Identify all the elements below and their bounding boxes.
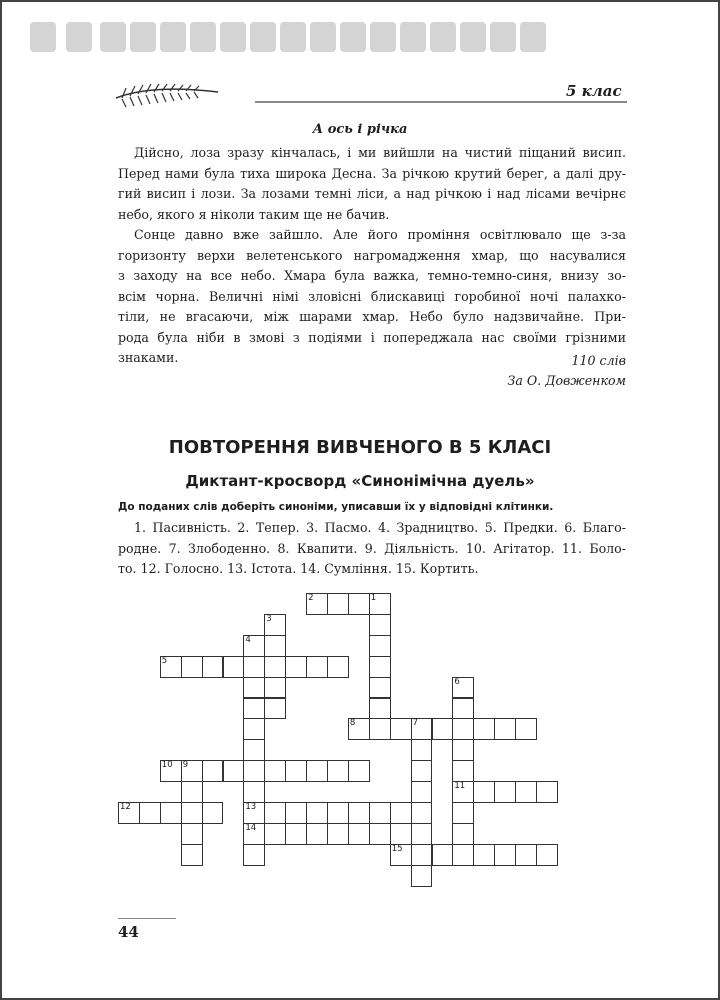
crossword-cell[interactable] xyxy=(494,718,516,740)
passage-title: А ось і річка xyxy=(312,122,408,137)
crossword-clue-number: 3 xyxy=(266,613,272,624)
crossword-cell[interactable] xyxy=(243,739,265,761)
crossword-cell[interactable] xyxy=(452,760,474,782)
crossword-cell[interactable] xyxy=(473,844,495,866)
crossword-clue-number: 8 xyxy=(349,718,356,729)
crossword-cell[interactable] xyxy=(327,802,349,824)
crossword-cell[interactable] xyxy=(452,739,474,761)
passage-paragraph-2 xyxy=(118,225,626,369)
crossword-cell[interactable] xyxy=(243,656,265,678)
crossword-cell[interactable] xyxy=(390,718,412,740)
crossword-cell[interactable] xyxy=(285,823,307,845)
crossword-cell[interactable] xyxy=(348,760,370,782)
header-rule xyxy=(255,101,627,103)
text-line: Сонце давно вже зайшло. Але його проміння освітлювало ще з-за xyxy=(134,227,626,242)
crossword-cell[interactable] xyxy=(243,718,265,740)
text-line: тіли, не вгасаючи, між шарами хмар. Небо було надзвичайне. При- xyxy=(118,309,626,324)
crossword-cell[interactable] xyxy=(264,823,286,845)
crossword-cell[interactable] xyxy=(411,760,433,782)
crossword-cell[interactable] xyxy=(181,656,203,678)
crossword-cell[interactable] xyxy=(494,781,516,803)
text-line: з заходу на все небо. Хмара була важка, темно-темно-синя, внизу зо- xyxy=(118,268,626,283)
crossword-cell[interactable] xyxy=(243,760,265,782)
crossword-clue-number: 6 xyxy=(454,676,460,687)
text-line: Дійсно, лоза зразу кінчалась, і ми вийшли на чистий піщаний висип. xyxy=(134,145,626,160)
crossword-cell[interactable] xyxy=(411,802,433,824)
crossword-cell[interactable] xyxy=(306,802,328,824)
crossword-cell[interactable] xyxy=(432,718,454,740)
task-instruction: До поданих слів доберіть синоніми, уписавши їх у відповідні клітинки. xyxy=(118,501,554,513)
crossword-cell[interactable] xyxy=(452,698,474,720)
crossword-cell[interactable] xyxy=(515,718,537,740)
passage-author: За О. Довженком xyxy=(507,373,626,388)
crossword-cell[interactable] xyxy=(452,802,474,824)
section-subtitle: Диктант-кросворд «Синонімічна дуель» xyxy=(185,472,535,490)
crossword-cell[interactable] xyxy=(369,802,391,824)
section-title: ПОВТОРЕННЯ ВИВЧЕНОГО В 5 КЛАСІ xyxy=(168,437,552,458)
page-number: 44 xyxy=(118,923,139,941)
crossword-clue-number: 11 xyxy=(454,781,466,792)
crossword-cell[interactable] xyxy=(181,823,203,845)
crossword-cell[interactable] xyxy=(369,614,391,636)
crossword-cell[interactable] xyxy=(369,656,391,678)
crossword-cell[interactable] xyxy=(411,844,433,866)
crossword-cell[interactable] xyxy=(452,823,474,845)
crossword-cell[interactable] xyxy=(202,802,224,824)
text-line: то. 12. Голосно. 13. Істота. 14. Сумління. 15. Кортить. xyxy=(118,561,479,576)
crossword-cell[interactable] xyxy=(473,781,495,803)
text-line: родне. 7. Злободенно. 8. Квапити. 9. Діяльність. 10. Агітатор. 11. Боло- xyxy=(118,540,626,556)
crossword-clue-number: 2 xyxy=(308,593,314,603)
crossword-clue-number: 10 xyxy=(161,760,173,771)
crossword-cell[interactable] xyxy=(306,760,328,782)
crossword-cell[interactable] xyxy=(306,656,328,678)
crossword-cell[interactable] xyxy=(515,781,537,803)
crossword-cell[interactable] xyxy=(369,635,391,657)
crossword-cell[interactable] xyxy=(327,823,349,845)
crossword-cell[interactable] xyxy=(285,656,307,678)
crossword-cell[interactable] xyxy=(264,635,286,657)
crossword-cell[interactable] xyxy=(243,844,265,866)
text-line: горизонту верхи велетенського нагромадження хмар, що насувалися xyxy=(118,247,626,263)
header-watermark-band xyxy=(30,22,550,52)
crossword-cell[interactable] xyxy=(306,823,328,845)
crossword-cell[interactable] xyxy=(327,656,349,678)
word-count: 110 слів xyxy=(571,353,626,368)
crossword-cell[interactable] xyxy=(515,844,537,866)
passage-paragraph-1 xyxy=(118,143,626,225)
crossword-cell[interactable] xyxy=(202,760,224,782)
crossword-cell[interactable] xyxy=(327,593,349,615)
crossword-cell[interactable] xyxy=(452,718,474,740)
crossword-clue-number: 13 xyxy=(245,802,257,812)
crossword-cell[interactable] xyxy=(243,677,265,699)
crossword-cell[interactable] xyxy=(369,718,391,740)
crossword-cell[interactable] xyxy=(348,802,370,824)
crossword-cell[interactable] xyxy=(264,677,286,699)
crossword-cell[interactable] xyxy=(390,802,412,824)
crossword-word-list xyxy=(118,518,626,580)
crossword-cell[interactable] xyxy=(202,656,224,678)
crossword-cell[interactable] xyxy=(243,698,265,720)
crossword-cell[interactable] xyxy=(285,802,307,824)
crossword-cell[interactable] xyxy=(369,823,391,845)
crossword-cell[interactable] xyxy=(264,656,286,678)
feather-icon xyxy=(112,80,222,110)
crossword-cell[interactable] xyxy=(181,844,203,866)
text-line: всім чорна. Величні німі зловісні блискавиці горобиної ночі палахко- xyxy=(118,288,626,304)
crossword-clue-number: 7 xyxy=(412,718,419,729)
crossword-cell[interactable] xyxy=(348,823,370,845)
crossword-cell[interactable] xyxy=(411,865,433,887)
crossword-clue-number: 5 xyxy=(161,655,168,666)
crossword-cell[interactable] xyxy=(243,781,265,803)
crossword-cell[interactable] xyxy=(494,844,516,866)
crossword-cell[interactable] xyxy=(536,781,558,803)
text-line: Перед нами була тиха широка Десна. За річкою крутий берег, а далі дру- xyxy=(118,165,626,181)
crossword-cell[interactable] xyxy=(411,739,433,761)
crossword-cell[interactable] xyxy=(473,718,495,740)
crossword-cell[interactable] xyxy=(411,781,433,803)
text-line: знаками. xyxy=(118,350,179,365)
text-line: рода була ніби в змові з подіями і попереджала нас своїми грізними xyxy=(118,329,626,345)
grade-label: 5 клас xyxy=(566,82,622,100)
crossword-cell[interactable] xyxy=(348,593,370,615)
footer-rule xyxy=(118,918,176,919)
crossword-cell[interactable] xyxy=(160,802,182,824)
crossword-cell[interactable] xyxy=(327,760,349,782)
crossword-cell[interactable] xyxy=(264,698,286,720)
crossword-cell[interactable] xyxy=(369,698,391,720)
crossword-clue-number: 14 xyxy=(245,822,257,833)
crossword-cell[interactable] xyxy=(432,844,454,866)
crossword-cell[interactable] xyxy=(536,844,558,866)
crossword-cell[interactable] xyxy=(223,656,245,678)
crossword-clue-number: 12 xyxy=(120,802,131,812)
crossword-clue-number: 15 xyxy=(391,843,403,854)
crossword-cell[interactable] xyxy=(369,677,391,699)
crossword-cell[interactable] xyxy=(285,760,307,782)
crossword-clue-number: 1 xyxy=(370,593,377,603)
crossword-clue-number: 9 xyxy=(182,760,189,771)
crossword-clue-number: 4 xyxy=(245,634,251,645)
crossword-cell[interactable] xyxy=(264,802,286,824)
crossword-cell[interactable] xyxy=(411,823,433,845)
crossword-cell[interactable] xyxy=(181,802,203,824)
crossword-cell[interactable] xyxy=(264,760,286,782)
text-line: небо, якого я ніколи таким ще не бачив. xyxy=(118,206,390,222)
crossword-cell[interactable] xyxy=(181,781,203,803)
crossword-cell[interactable] xyxy=(139,802,161,824)
text-line: 1. Пасивність. 2. Тепер. 3. Пасмо. 4. Зрадництво. 5. Предки. 6. Благо- xyxy=(134,520,626,535)
crossword-cell[interactable] xyxy=(452,844,474,866)
crossword-cell[interactable] xyxy=(223,760,245,782)
text-line: гий висип і лози. За лозами темні ліси, а над річкою і над лісами вечірнє xyxy=(118,186,626,201)
